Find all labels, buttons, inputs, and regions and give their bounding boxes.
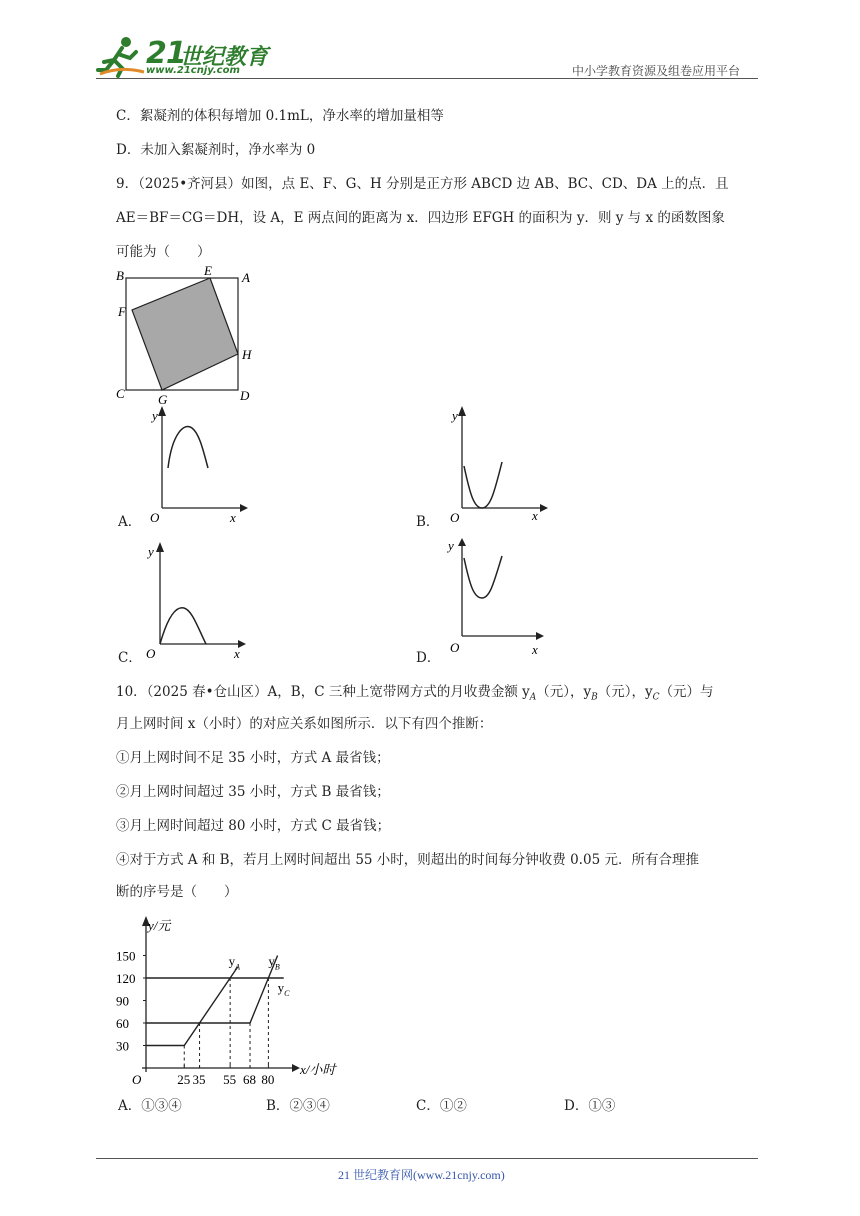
y-tick-label: 90 — [116, 993, 129, 1009]
q10-inference-2: ②月上网时间超过 35 小时，方式 B 最省钱； — [116, 784, 390, 800]
q10-fee-chart — [112, 912, 342, 1086]
series-label-ya: $y_A$ — [228, 953, 241, 972]
label-h: H — [242, 347, 252, 362]
q9-stem-line1: 9．（2025•齐河县）如图，点 E、F、G、H 分别是正方形 ABCD 边 AB、BC、CD、DA 上的点．且 — [116, 176, 729, 192]
svg-text:y: y — [148, 544, 154, 559]
q9-graph-b — [440, 404, 550, 526]
svg-text:x: x — [234, 646, 240, 661]
q9-option-c-label: C． — [118, 650, 142, 666]
series-label-yc: $y_C$ — [277, 980, 290, 998]
svg-text:O: O — [146, 646, 156, 661]
q10-stem-line1: 10．（2025 春•仓山区）A，B，C 三种上宽带网方式的月收费金额 $y_A$（元），$y_B$（元），$y_C$（元）与 — [116, 684, 714, 703]
y-axis-label: y/元 — [148, 918, 171, 933]
q10-inference-4-cont: 断的序号是（ ） — [116, 884, 238, 900]
label-c: C — [116, 386, 125, 401]
x-tick-label: 68 — [243, 1072, 257, 1086]
label-f: F — [118, 304, 126, 319]
logo-url: www.21cnjy.com — [146, 65, 240, 76]
series-label-yb: $y_B$ — [268, 953, 280, 972]
x-tick-label: 35 — [192, 1072, 206, 1086]
curve-c — [160, 608, 206, 644]
q9-stem-line3: 可能为（ ） — [116, 244, 211, 260]
q10-choice-d: D．①③ — [564, 1098, 616, 1114]
x-tick-label: 80 — [261, 1072, 275, 1086]
y-tick-label: 120 — [116, 971, 136, 986]
curve-b — [464, 462, 502, 508]
footer-text: 21 世纪教育网(www.21cnjy.com) — [338, 1168, 505, 1182]
label-e: E — [204, 264, 212, 278]
footer-divider — [96, 1158, 758, 1159]
q10-inference-1: ①月上网时间不足 35 小时，方式 A 最省钱； — [116, 750, 390, 766]
q9-graph-d — [440, 536, 550, 658]
q10-inference-3: ③月上网时间超过 80 小时，方式 C 最省钱； — [116, 818, 391, 834]
q10-stem-line2: 月上网时间 x（小时）的对应关系如图所示．以下有四个推断： — [116, 716, 493, 732]
logo-text: 世纪教育 — [180, 45, 269, 70]
series-line-yB — [146, 953, 280, 1024]
label-g: G — [158, 392, 168, 406]
q10-choice-a: A．①③④ — [118, 1098, 182, 1114]
svg-text:x: x — [230, 510, 236, 525]
svg-text:O: O — [450, 510, 460, 525]
svg-text:y: y — [152, 408, 158, 423]
label-d: D — [240, 388, 250, 403]
label-a: A — [242, 270, 250, 285]
header-platform-text: 中小学教育资源及组卷应用平台 — [572, 64, 741, 78]
quadrilateral-efgh — [132, 278, 238, 390]
q9-option-a-label: A． — [118, 514, 142, 530]
svg-text:O: O — [150, 510, 160, 525]
svg-text:y: y — [452, 408, 458, 423]
y-tick-label: 30 — [116, 1038, 129, 1054]
q9-option-d-label: D． — [416, 650, 441, 666]
square-figure — [114, 264, 264, 406]
header-divider — [96, 78, 758, 79]
q9-graph-c — [140, 540, 250, 662]
x-tick-label: 55 — [223, 1072, 237, 1086]
q8-option-d: D．未加入絮凝剂时，净水率为 0 — [116, 142, 316, 158]
svg-text:x: x — [532, 642, 538, 657]
q10-inference-4: ④对于方式 A 和 B，若月上网时间超出 55 小时，则超出的时间每分钟收费 0.05 元．所有合理推 — [116, 852, 699, 868]
logo-runner-icon — [96, 36, 146, 78]
svg-text:x: x — [532, 508, 538, 523]
q8-option-c: C．絮凝剂的体积每增加 0.1mL，净水率的增加量相等 — [116, 108, 444, 124]
header — [0, 0, 860, 86]
q9-graph-a — [140, 404, 250, 526]
svg-text:O: O — [450, 640, 460, 655]
logo-number: 21 — [146, 36, 186, 71]
x-axis-arrow — [292, 1064, 300, 1072]
origin-label: O — [132, 1072, 142, 1086]
y-tick-label: 150 — [116, 948, 136, 964]
svg-text:y: y — [448, 538, 454, 553]
q10-choice-c: C．①② — [416, 1098, 467, 1114]
y-tick-label: 60 — [116, 1016, 129, 1031]
x-axis-label: x/小时 — [300, 1062, 336, 1077]
x-tick-label: 25 — [177, 1072, 191, 1086]
curve-d — [464, 556, 502, 598]
q10-choice-b: B．②③④ — [266, 1098, 330, 1114]
curve-a — [168, 427, 208, 468]
q9-stem-line2: AE＝BF＝CG＝DH，设 A，E 两点间的距离为 x．四边形 EFGH 的面积为 y．则 y 与 x 的函数图象 — [116, 210, 725, 226]
q9-option-b-label: B． — [416, 514, 440, 530]
label-b: B — [116, 268, 124, 283]
